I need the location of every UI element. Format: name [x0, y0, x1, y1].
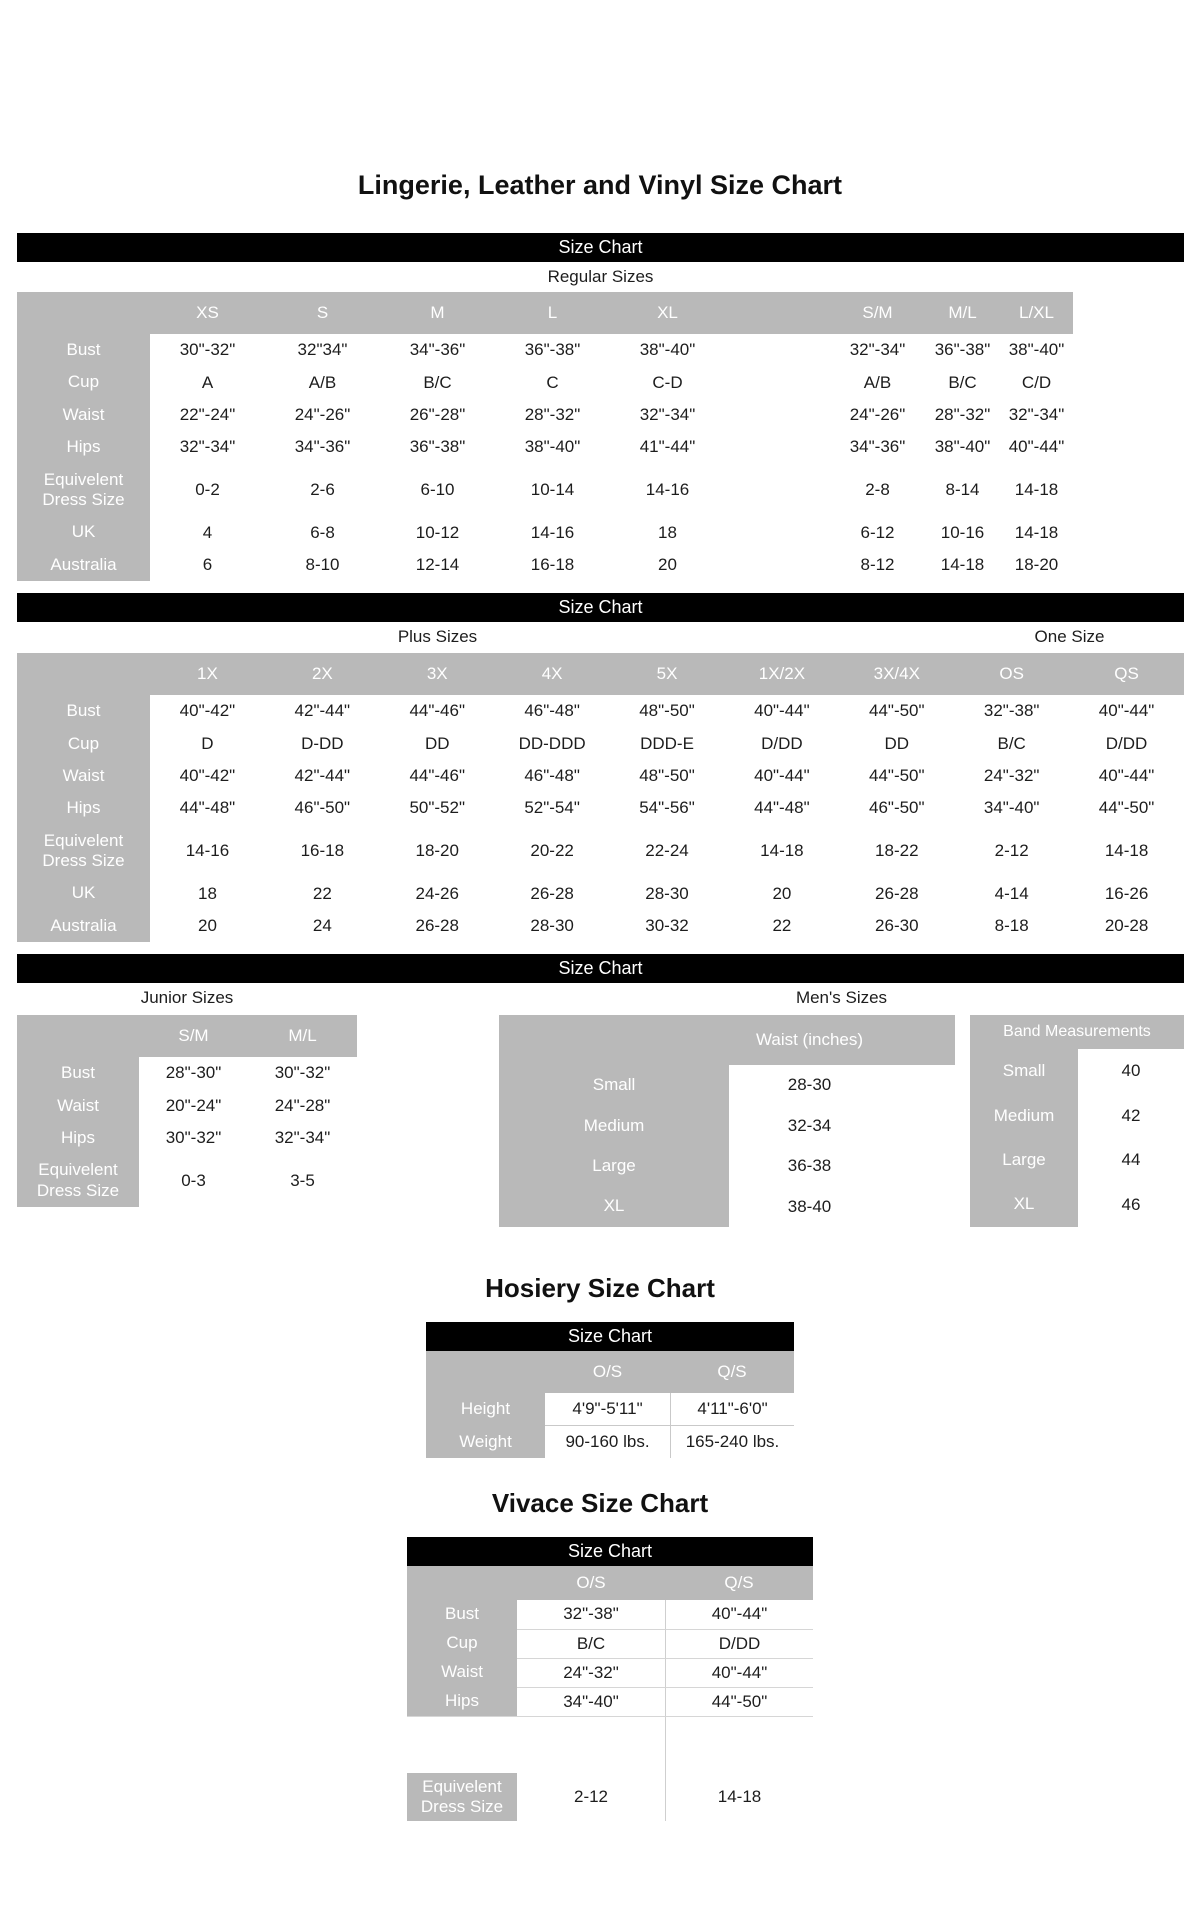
cell: DD — [380, 728, 495, 760]
row-label: Equivelent Dress Size — [17, 825, 150, 878]
row-label: Waist — [17, 399, 150, 431]
column-header: 1X — [150, 653, 265, 695]
cell: 0-3 — [139, 1154, 248, 1207]
gap-cell — [725, 431, 830, 463]
cell: 40"-42" — [150, 695, 265, 727]
column-header: XL — [610, 292, 725, 334]
gap-row-label — [407, 1716, 517, 1773]
column-header: O/S — [517, 1566, 665, 1600]
cell: 42"-44" — [265, 695, 380, 727]
column-header: Waist (inches) — [729, 1015, 890, 1065]
column-header: M — [380, 292, 495, 334]
column-header: 1X/2X — [724, 653, 839, 695]
cell: 44"-50" — [665, 1687, 813, 1716]
cell: 8-10 — [265, 549, 380, 581]
row-label: Height — [426, 1393, 545, 1425]
cell: 18-20 — [1000, 549, 1073, 581]
vivace-table — [407, 1566, 813, 1821]
cell: 40"-44" — [1069, 760, 1184, 792]
cell: 42"-44" — [265, 760, 380, 792]
cell: 10-12 — [380, 516, 495, 548]
gap-row-cell — [517, 1716, 665, 1773]
row-label: Waist — [17, 760, 150, 792]
size-chart-bar: Size Chart — [17, 954, 1184, 983]
corner-cell — [17, 1015, 139, 1057]
column-header: 3X — [380, 653, 495, 695]
cell: 46"-48" — [495, 760, 610, 792]
cell: 36"-38" — [380, 431, 495, 463]
size-chart-bar: Size Chart — [407, 1537, 813, 1566]
cell: 20"-24" — [139, 1090, 248, 1122]
cell: 8-14 — [925, 464, 1000, 517]
cell: 34"-36" — [830, 431, 925, 463]
cell: 40"-42" — [150, 760, 265, 792]
mens-sizes-subtitle: Men's Sizes — [795, 988, 888, 1008]
gap-cell — [725, 334, 830, 366]
cell: 46"-50" — [265, 792, 380, 824]
column-header: OS — [954, 653, 1069, 695]
row-label: Cup — [17, 366, 150, 398]
cell: 28-30 — [495, 910, 610, 942]
cell: B/C — [517, 1629, 665, 1658]
corner-cell — [407, 1566, 517, 1600]
cell: 14-16 — [495, 516, 610, 548]
row-label: Large — [499, 1146, 729, 1186]
gap-cell — [725, 399, 830, 431]
cell: 34"-36" — [265, 431, 380, 463]
cell: 28"-30" — [139, 1057, 248, 1089]
row-label: Australia — [17, 549, 150, 581]
column-header: S — [265, 292, 380, 334]
column-header: XS — [150, 292, 265, 334]
cell: 6-10 — [380, 464, 495, 517]
row-label: Small — [970, 1049, 1078, 1093]
hosiery-chart — [426, 1322, 794, 1458]
column-header: M/L — [248, 1015, 357, 1057]
cell: 44"-50" — [839, 695, 954, 727]
cell: 50"-52" — [380, 792, 495, 824]
cell: 38-40 — [729, 1186, 890, 1226]
filler-cell — [890, 1146, 955, 1186]
cell: 28-30 — [729, 1065, 890, 1105]
column-header: Band Measurements — [970, 1015, 1184, 1049]
filler-cell — [890, 1106, 955, 1146]
cell: D/DD — [724, 728, 839, 760]
row-label: Hips — [407, 1687, 517, 1716]
cell: 41"-44" — [610, 431, 725, 463]
cell: 40"-44" — [1000, 431, 1073, 463]
cell: 32"-34" — [150, 431, 265, 463]
cell: 10-14 — [495, 464, 610, 517]
row-label: Small — [499, 1065, 729, 1105]
cell: 14-18 — [1000, 464, 1073, 517]
cell: 14-18 — [1000, 516, 1073, 548]
cell: 30"-32" — [248, 1057, 357, 1089]
cell: 24 — [265, 910, 380, 942]
row-label: Bust — [407, 1600, 517, 1628]
cell: 38"-40" — [1000, 334, 1073, 366]
cell: 26-28 — [495, 877, 610, 909]
cell: 22 — [265, 877, 380, 909]
cell: 24"-26" — [830, 399, 925, 431]
cell: 165-240 lbs. — [670, 1425, 794, 1458]
cell: 24"-26" — [265, 399, 380, 431]
cell: 6-8 — [265, 516, 380, 548]
plus-one-size-titles — [17, 622, 1184, 653]
cell: 18-22 — [839, 825, 954, 878]
row-label: XL — [499, 1186, 729, 1226]
cell: 4'9"-5'11" — [545, 1393, 670, 1425]
junior-sizes-table — [17, 1015, 357, 1207]
size-chart-bar: Size Chart — [426, 1322, 794, 1351]
cell: 38"-40" — [610, 334, 725, 366]
hosiery-table — [426, 1351, 794, 1458]
cell: 2-12 — [517, 1773, 665, 1822]
filler-header-cell — [890, 1015, 955, 1065]
cell: 24"-32" — [517, 1658, 665, 1687]
column-header: 3X/4X — [839, 653, 954, 695]
corner-cell — [499, 1015, 729, 1065]
gap-header-cell — [725, 292, 830, 334]
cell: 36-38 — [729, 1146, 890, 1186]
cell: 4'11"-6'0" — [670, 1393, 794, 1425]
cell: 10-16 — [925, 516, 1000, 548]
cell: 18 — [150, 877, 265, 909]
row-label: Hips — [17, 792, 150, 824]
column-header: O/S — [545, 1351, 670, 1393]
cell: DD-DDD — [495, 728, 610, 760]
row-label: Bust — [17, 695, 150, 727]
hosiery-heading: Hosiery Size Chart — [485, 1272, 715, 1303]
cell: 30-32 — [610, 910, 725, 942]
cell: 3-5 — [248, 1154, 357, 1207]
junior-mens-titles — [17, 983, 1184, 1013]
cell: 14-16 — [610, 464, 725, 517]
gap-cell — [725, 366, 830, 398]
cell: 30"-32" — [150, 334, 265, 366]
cell: 18 — [610, 516, 725, 548]
cell: 6 — [150, 549, 265, 581]
cell: 8-12 — [830, 549, 925, 581]
cell: 34"-40" — [517, 1687, 665, 1716]
cell: 32"-34" — [1000, 399, 1073, 431]
gap-cell — [725, 464, 830, 517]
cell: A — [150, 366, 265, 398]
cell: 44"-46" — [380, 760, 495, 792]
cell: 32"34" — [265, 334, 380, 366]
cell: 38"-40" — [495, 431, 610, 463]
row-label: Waist — [407, 1658, 517, 1687]
row-label: Bust — [17, 1057, 139, 1089]
row-label: Equivelent Dress Size — [17, 464, 150, 517]
column-header: L/XL — [1000, 292, 1073, 334]
cell: B/C — [954, 728, 1069, 760]
column-header: QS — [1069, 653, 1184, 695]
row-label: UK — [17, 877, 150, 909]
cell: 30"-32" — [139, 1122, 248, 1154]
cell: 44"-48" — [724, 792, 839, 824]
cell: 22 — [724, 910, 839, 942]
cell: 40 — [1078, 1049, 1184, 1093]
cell: 26-30 — [839, 910, 954, 942]
column-header: S/M — [830, 292, 925, 334]
cell: 20 — [610, 549, 725, 581]
cell: 40"-44" — [665, 1658, 813, 1687]
cell: 0-2 — [150, 464, 265, 517]
cell: 34"-36" — [380, 334, 495, 366]
row-label: Medium — [970, 1094, 1078, 1138]
cell: 22-24 — [610, 825, 725, 878]
cell: 20 — [724, 877, 839, 909]
row-label: Waist — [17, 1090, 139, 1122]
gap-row-cell — [665, 1716, 813, 1773]
cell: 28"-32" — [495, 399, 610, 431]
cell: 26-28 — [839, 877, 954, 909]
cell: 2-8 — [830, 464, 925, 517]
cell: 2-12 — [954, 825, 1069, 878]
column-header: M/L — [925, 292, 1000, 334]
page-title: Lingerie, Leather and Vinyl Size Chart — [357, 170, 843, 200]
cell: 32"-34" — [830, 334, 925, 366]
main-size-chart — [17, 233, 1184, 1227]
cell: B/C — [925, 366, 1000, 398]
cell: 46"-50" — [839, 792, 954, 824]
cell: 8-18 — [954, 910, 1069, 942]
cell: DDD-E — [610, 728, 725, 760]
cell: D — [150, 728, 265, 760]
cell: 90-160 lbs. — [545, 1425, 670, 1458]
cell: 16-26 — [1069, 877, 1184, 909]
cell: 44"-48" — [150, 792, 265, 824]
corner-cell — [17, 292, 150, 334]
mens-sizes-block — [499, 1015, 1184, 1227]
regular-sizes-table — [17, 292, 1073, 581]
cell: D-DD — [265, 728, 380, 760]
row-label: Equivelent Dress Size — [407, 1773, 517, 1822]
vivace-heading: Vivace Size Chart — [491, 1488, 709, 1519]
cell: 16-18 — [265, 825, 380, 878]
cell: 18-20 — [380, 825, 495, 878]
regular-sizes-subtitle: Regular Sizes — [547, 267, 654, 286]
cell: 40"-44" — [665, 1600, 813, 1628]
cell: D/DD — [1069, 728, 1184, 760]
junior-sizes-block — [17, 1015, 357, 1227]
cell: 14-18 — [1069, 825, 1184, 878]
row-label: Cup — [407, 1629, 517, 1658]
size-chart-bar: Size Chart — [17, 233, 1184, 262]
gap-cell — [725, 549, 830, 581]
cell: 52"-54" — [495, 792, 610, 824]
column-header: 4X — [495, 653, 610, 695]
cell: 24-26 — [380, 877, 495, 909]
cell: A/B — [830, 366, 925, 398]
cell: 24"-28" — [248, 1090, 357, 1122]
filler-cell — [890, 1065, 955, 1105]
mens-waist-table — [499, 1015, 955, 1227]
junior-mens-row — [17, 1015, 1184, 1227]
row-label: Australia — [17, 910, 150, 942]
cell: 44"-50" — [1069, 792, 1184, 824]
cell: 46 — [1078, 1182, 1184, 1226]
row-label: Weight — [426, 1425, 545, 1458]
cell: 26"-28" — [380, 399, 495, 431]
cell: B/C — [380, 366, 495, 398]
junior-sizes-subtitle: Junior Sizes — [140, 988, 234, 1008]
cell: 24"-32" — [954, 760, 1069, 792]
cell: 36"-38" — [925, 334, 1000, 366]
cell: 26-28 — [380, 910, 495, 942]
cell: 44"-50" — [839, 760, 954, 792]
cell: 32-34 — [729, 1106, 890, 1146]
row-label: Equivelent Dress Size — [17, 1154, 139, 1207]
cell: 40"-44" — [1069, 695, 1184, 727]
cell: 22"-24" — [150, 399, 265, 431]
cell: 2-6 — [265, 464, 380, 517]
cell: 14-18 — [925, 549, 1000, 581]
cell: D/DD — [665, 1629, 813, 1658]
cell: 44"-46" — [380, 695, 495, 727]
cell: 4 — [150, 516, 265, 548]
cell: 28-30 — [610, 877, 725, 909]
cell: 48"-50" — [610, 760, 725, 792]
cell: 32"-38" — [517, 1600, 665, 1628]
row-label: Hips — [17, 1122, 139, 1154]
one-size-subtitle: One Size — [1034, 627, 1105, 647]
cell: 20-22 — [495, 825, 610, 878]
cell: 54"-56" — [610, 792, 725, 824]
row-label: Medium — [499, 1106, 729, 1146]
cell: C/D — [1000, 366, 1073, 398]
cell: 40"-44" — [724, 695, 839, 727]
mens-band-table — [970, 1015, 1184, 1227]
cell: 6-12 — [830, 516, 925, 548]
corner-cell — [426, 1351, 545, 1393]
filler-cell — [890, 1186, 955, 1226]
cell: 36"-38" — [495, 334, 610, 366]
vivace-chart — [407, 1537, 813, 1821]
row-label: Large — [970, 1138, 1078, 1182]
cell: 4-14 — [954, 877, 1069, 909]
plus-sizes-table — [17, 653, 1184, 942]
column-header: Q/S — [670, 1351, 794, 1393]
cell: 12-14 — [380, 549, 495, 581]
column-header: S/M — [139, 1015, 248, 1057]
cell: 44 — [1078, 1138, 1184, 1182]
cell: 46"-48" — [495, 695, 610, 727]
plus-sizes-subtitle: Plus Sizes — [397, 627, 478, 647]
cell: 32"-38" — [954, 695, 1069, 727]
cell: 28"-32" — [925, 399, 1000, 431]
row-label: Bust — [17, 334, 150, 366]
cell: 20-28 — [1069, 910, 1184, 942]
cell: 14-16 — [150, 825, 265, 878]
cell: 16-18 — [495, 549, 610, 581]
column-header: 5X — [610, 653, 725, 695]
cell: 48"-50" — [610, 695, 725, 727]
cell: 34"-40" — [954, 792, 1069, 824]
cell: 14-18 — [665, 1773, 813, 1822]
corner-cell — [17, 653, 150, 695]
cell: 38"-40" — [925, 431, 1000, 463]
gap-cell — [725, 516, 830, 548]
cell: 42 — [1078, 1094, 1184, 1138]
column-header: Q/S — [665, 1566, 813, 1600]
cell: 32"-34" — [610, 399, 725, 431]
row-label: XL — [970, 1182, 1078, 1226]
cell: C-D — [610, 366, 725, 398]
cell: 20 — [150, 910, 265, 942]
row-label: UK — [17, 516, 150, 548]
cell: 14-18 — [724, 825, 839, 878]
cell: DD — [839, 728, 954, 760]
row-label: Hips — [17, 431, 150, 463]
column-header: L — [495, 292, 610, 334]
cell: 32"-34" — [248, 1122, 357, 1154]
column-header: 2X — [265, 653, 380, 695]
cell: 40"-44" — [724, 760, 839, 792]
row-label: Cup — [17, 728, 150, 760]
size-chart-bar: Size Chart — [17, 593, 1184, 622]
cell: C — [495, 366, 610, 398]
cell: A/B — [265, 366, 380, 398]
